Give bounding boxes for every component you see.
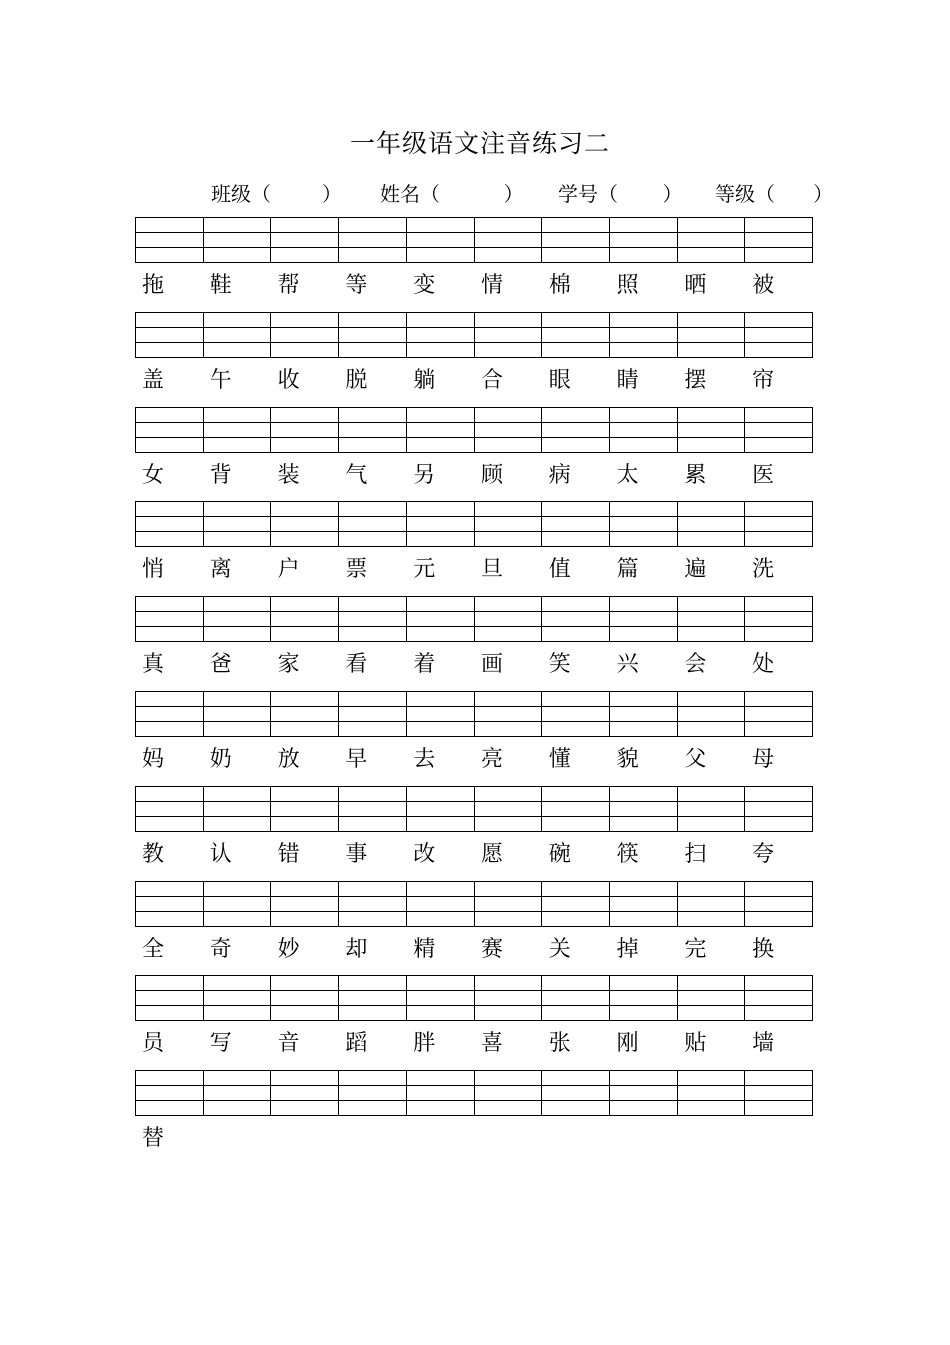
character: 睛 <box>616 367 639 393</box>
pinyin-writing-cell[interactable] <box>407 313 475 357</box>
practice-block <box>135 312 813 407</box>
character: 病 <box>548 462 571 488</box>
pinyin-writing-cell[interactable] <box>610 502 678 546</box>
pinyin-writing-cell[interactable] <box>204 597 272 641</box>
character: 悄 <box>142 557 165 583</box>
pinyin-writing-cell[interactable] <box>136 313 204 357</box>
pinyin-writing-cell[interactable] <box>475 597 543 641</box>
character: 元 <box>413 557 436 583</box>
pinyin-writing-cell[interactable] <box>475 976 543 1020</box>
character: 音 <box>277 1031 300 1057</box>
pinyin-writing-cell[interactable] <box>407 502 475 546</box>
pinyin-writing-cell[interactable] <box>475 502 543 546</box>
character: 亮 <box>480 746 503 772</box>
pinyin-writing-cell[interactable] <box>271 408 339 452</box>
pinyin-writing-cell[interactable] <box>745 692 812 736</box>
character: 教 <box>142 841 165 867</box>
pinyin-writing-cell[interactable] <box>745 787 812 831</box>
character: 画 <box>480 652 503 678</box>
pinyin-writing-cell[interactable] <box>610 218 678 262</box>
character: 遍 <box>684 557 707 583</box>
character: 墙 <box>752 1031 775 1057</box>
pinyin-writing-cell[interactable] <box>542 976 610 1020</box>
character: 贴 <box>684 1031 707 1057</box>
character: 蹈 <box>345 1031 368 1057</box>
pinyin-writing-cell[interactable] <box>745 408 812 452</box>
pinyin-writing-cell[interactable] <box>542 218 610 262</box>
character: 员 <box>142 1031 165 1057</box>
pinyin-writing-cell[interactable] <box>745 976 812 1020</box>
character: 貌 <box>616 746 639 772</box>
character: 着 <box>413 652 436 678</box>
character: 早 <box>345 746 368 772</box>
character: 奶 <box>209 746 232 772</box>
character-row <box>135 269 813 303</box>
character: 胖 <box>413 1031 436 1057</box>
character: 妙 <box>277 936 300 962</box>
character: 笑 <box>548 652 571 678</box>
pinyin-writing-cell[interactable] <box>407 218 475 262</box>
character: 真 <box>142 652 165 678</box>
character: 父 <box>684 746 707 772</box>
pinyin-writing-cell[interactable] <box>271 692 339 736</box>
pinyin-writing-cell[interactable] <box>475 787 543 831</box>
pinyin-writing-cell[interactable] <box>339 502 407 546</box>
pinyin-writing-cell[interactable] <box>339 976 407 1020</box>
pinyin-grid <box>135 217 813 263</box>
pinyin-writing-cell[interactable] <box>678 882 746 926</box>
character: 母 <box>752 746 775 772</box>
pinyin-writing-cell[interactable] <box>339 313 407 357</box>
character-row <box>135 743 813 777</box>
character: 躺 <box>413 367 436 393</box>
pinyin-writing-cell[interactable] <box>475 882 543 926</box>
pinyin-writing-cell[interactable] <box>475 1071 543 1115</box>
character: 棉 <box>548 273 571 298</box>
pinyin-writing-cell[interactable] <box>136 692 204 736</box>
character: 张 <box>548 1031 571 1057</box>
practice-block <box>135 691 813 786</box>
character: 气 <box>345 462 368 488</box>
character: 合 <box>480 367 503 393</box>
character-row <box>135 1027 813 1061</box>
character: 午 <box>209 367 232 393</box>
character-row <box>135 648 813 682</box>
pinyin-writing-cell[interactable] <box>678 692 746 736</box>
practice-block <box>135 217 813 312</box>
character: 刚 <box>616 1031 639 1057</box>
pinyin-writing-cell[interactable] <box>678 1071 746 1115</box>
pinyin-writing-cell[interactable] <box>610 692 678 736</box>
character: 收 <box>277 367 300 393</box>
pinyin-writing-cell[interactable] <box>542 408 610 452</box>
pinyin-writing-cell[interactable] <box>610 1071 678 1115</box>
pinyin-writing-cell[interactable] <box>610 976 678 1020</box>
pinyin-writing-cell[interactable] <box>542 502 610 546</box>
pinyin-writing-cell[interactable] <box>407 692 475 736</box>
character: 却 <box>345 936 368 962</box>
character: 喜 <box>480 1031 503 1057</box>
pinyin-writing-cell[interactable] <box>542 1071 610 1115</box>
pinyin-writing-cell[interactable] <box>745 1071 812 1115</box>
pinyin-grid <box>135 975 813 1021</box>
pinyin-writing-cell[interactable] <box>204 1071 272 1115</box>
practice-block <box>135 1070 813 1165</box>
character: 奇 <box>209 936 232 962</box>
pinyin-writing-cell[interactable] <box>678 597 746 641</box>
pinyin-writing-cell[interactable] <box>339 1071 407 1115</box>
pinyin-writing-cell[interactable] <box>678 787 746 831</box>
pinyin-writing-cell[interactable] <box>610 597 678 641</box>
character: 兴 <box>616 652 639 678</box>
character: 认 <box>209 841 232 867</box>
character: 顾 <box>480 462 503 488</box>
pinyin-writing-cell[interactable] <box>271 882 339 926</box>
character: 户 <box>277 557 300 583</box>
pinyin-grid <box>135 691 813 737</box>
pinyin-writing-cell[interactable] <box>610 313 678 357</box>
pinyin-writing-cell[interactable] <box>475 692 543 736</box>
character: 变 <box>413 273 436 298</box>
pinyin-writing-cell[interactable] <box>204 787 272 831</box>
character: 家 <box>277 652 300 678</box>
worksheet-title: 一年级语文注音练习二 <box>349 129 610 158</box>
pinyin-writing-cell[interactable] <box>745 502 812 546</box>
character: 夸 <box>752 841 775 867</box>
pinyin-writing-cell[interactable] <box>610 408 678 452</box>
character: 另 <box>413 462 436 488</box>
character: 篇 <box>616 557 639 583</box>
character: 事 <box>345 841 368 867</box>
class-field[interactable]: 班级（ ） <box>211 182 342 206</box>
pinyin-writing-cell[interactable] <box>678 502 746 546</box>
character: 爸 <box>209 652 232 678</box>
character: 全 <box>142 936 165 962</box>
practice-block <box>135 786 813 881</box>
pinyin-writing-cell[interactable] <box>271 597 339 641</box>
character: 处 <box>752 652 775 678</box>
character: 洗 <box>752 557 775 583</box>
pinyin-writing-cell[interactable] <box>610 882 678 926</box>
pinyin-writing-cell[interactable] <box>136 787 204 831</box>
character: 看 <box>345 652 368 678</box>
pinyin-writing-cell[interactable] <box>745 218 812 262</box>
pinyin-writing-cell[interactable] <box>678 218 746 262</box>
character-row <box>135 459 813 493</box>
pinyin-writing-cell[interactable] <box>542 787 610 831</box>
pinyin-writing-cell[interactable] <box>271 502 339 546</box>
character: 换 <box>752 936 775 962</box>
pinyin-writing-cell[interactable] <box>407 787 475 831</box>
pinyin-writing-cell[interactable] <box>204 692 272 736</box>
pinyin-grid <box>135 312 813 358</box>
pinyin-writing-cell[interactable] <box>204 976 272 1020</box>
character: 帮 <box>277 273 300 298</box>
pinyin-writing-cell[interactable] <box>610 787 678 831</box>
character: 扫 <box>684 841 707 867</box>
pinyin-writing-cell[interactable] <box>339 787 407 831</box>
character: 愿 <box>480 841 503 867</box>
pinyin-writing-cell[interactable] <box>204 313 272 357</box>
character: 赛 <box>480 936 503 962</box>
name-field[interactable]: 姓名（ ） <box>380 182 524 206</box>
pinyin-writing-cell[interactable] <box>271 313 339 357</box>
pinyin-writing-cell[interactable] <box>475 408 543 452</box>
pinyin-writing-cell[interactable] <box>136 408 204 452</box>
pinyin-writing-cell[interactable] <box>678 313 746 357</box>
character: 拖 <box>142 273 165 298</box>
pinyin-writing-cell[interactable] <box>271 1071 339 1115</box>
pinyin-grid <box>135 596 813 642</box>
practice-block <box>135 407 813 502</box>
pinyin-writing-cell[interactable] <box>136 976 204 1020</box>
pinyin-grid <box>135 407 813 453</box>
character: 替 <box>142 1126 165 1151</box>
character: 背 <box>209 462 232 488</box>
pinyin-writing-cell[interactable] <box>339 218 407 262</box>
pinyin-writing-cell[interactable] <box>678 408 746 452</box>
character: 妈 <box>142 746 165 772</box>
pinyin-grid <box>135 1070 813 1116</box>
character: 离 <box>209 557 232 583</box>
pinyin-grid <box>135 786 813 832</box>
pinyin-writing-cell[interactable] <box>542 313 610 357</box>
pinyin-writing-cell[interactable] <box>407 408 475 452</box>
pinyin-writing-cell[interactable] <box>204 218 272 262</box>
character-row <box>135 933 813 967</box>
pinyin-writing-cell[interactable] <box>204 408 272 452</box>
pinyin-writing-cell[interactable] <box>407 976 475 1020</box>
character: 盖 <box>142 367 165 393</box>
character: 被 <box>752 273 775 298</box>
pinyin-writing-cell[interactable] <box>204 502 272 546</box>
student-info-line <box>0 178 950 206</box>
grade-field[interactable]: 等级（ ） <box>715 182 834 206</box>
character-row <box>135 838 813 872</box>
character: 错 <box>277 841 300 867</box>
character: 精 <box>413 936 436 962</box>
character: 关 <box>548 936 571 962</box>
pinyin-writing-cell[interactable] <box>136 597 204 641</box>
character-row <box>135 364 813 398</box>
character: 放 <box>277 746 300 772</box>
character: 医 <box>752 462 775 488</box>
pinyin-writing-cell[interactable] <box>339 882 407 926</box>
character: 筷 <box>616 841 639 867</box>
pinyin-writing-cell[interactable] <box>136 502 204 546</box>
pinyin-writing-cell[interactable] <box>475 313 543 357</box>
pinyin-writing-cell[interactable] <box>475 218 543 262</box>
pinyin-writing-cell[interactable] <box>339 692 407 736</box>
character: 晒 <box>684 273 707 298</box>
character: 鞋 <box>209 273 232 298</box>
character: 票 <box>345 557 368 583</box>
character: 写 <box>209 1031 232 1057</box>
character: 眼 <box>548 367 571 393</box>
character: 懂 <box>548 746 571 772</box>
pinyin-writing-cell[interactable] <box>542 882 610 926</box>
character: 照 <box>616 273 639 298</box>
practice-rows <box>135 217 813 1165</box>
pinyin-writing-cell[interactable] <box>136 218 204 262</box>
pinyin-writing-cell[interactable] <box>745 597 812 641</box>
character: 摆 <box>684 367 707 393</box>
character: 值 <box>548 557 571 583</box>
character: 累 <box>684 462 707 488</box>
pinyin-writing-cell[interactable] <box>678 976 746 1020</box>
character: 掉 <box>616 936 639 962</box>
pinyin-writing-cell[interactable] <box>745 882 812 926</box>
character: 脱 <box>345 367 368 393</box>
character: 旦 <box>480 557 503 583</box>
character: 帘 <box>752 367 775 393</box>
pinyin-writing-cell[interactable] <box>271 218 339 262</box>
character: 女 <box>142 462 165 488</box>
character: 情 <box>480 273 503 298</box>
pinyin-grid <box>135 501 813 547</box>
pinyin-writing-cell[interactable] <box>271 976 339 1020</box>
character-row <box>135 553 813 587</box>
pinyin-writing-cell[interactable] <box>542 597 610 641</box>
pinyin-writing-cell[interactable] <box>542 692 610 736</box>
character: 碗 <box>548 841 571 867</box>
character: 太 <box>616 462 639 488</box>
student-number-field[interactable]: 学号（ ） <box>558 182 683 206</box>
pinyin-writing-cell[interactable] <box>745 313 812 357</box>
pinyin-grid <box>135 881 813 927</box>
pinyin-writing-cell[interactable] <box>339 597 407 641</box>
character: 完 <box>684 936 707 962</box>
character: 装 <box>277 462 300 488</box>
character: 会 <box>684 652 707 678</box>
character: 等 <box>345 273 368 298</box>
pinyin-writing-cell[interactable] <box>339 408 407 452</box>
practice-block <box>135 881 813 976</box>
practice-block <box>135 501 813 596</box>
pinyin-writing-cell[interactable] <box>136 882 204 926</box>
practice-block <box>135 596 813 691</box>
pinyin-writing-cell[interactable] <box>204 882 272 926</box>
pinyin-writing-cell[interactable] <box>136 1071 204 1115</box>
pinyin-writing-cell[interactable] <box>407 1071 475 1115</box>
practice-block <box>135 975 813 1070</box>
pinyin-writing-cell[interactable] <box>407 882 475 926</box>
character: 改 <box>413 841 436 867</box>
character: 去 <box>413 746 436 772</box>
pinyin-writing-cell[interactable] <box>271 787 339 831</box>
pinyin-writing-cell[interactable] <box>407 597 475 641</box>
